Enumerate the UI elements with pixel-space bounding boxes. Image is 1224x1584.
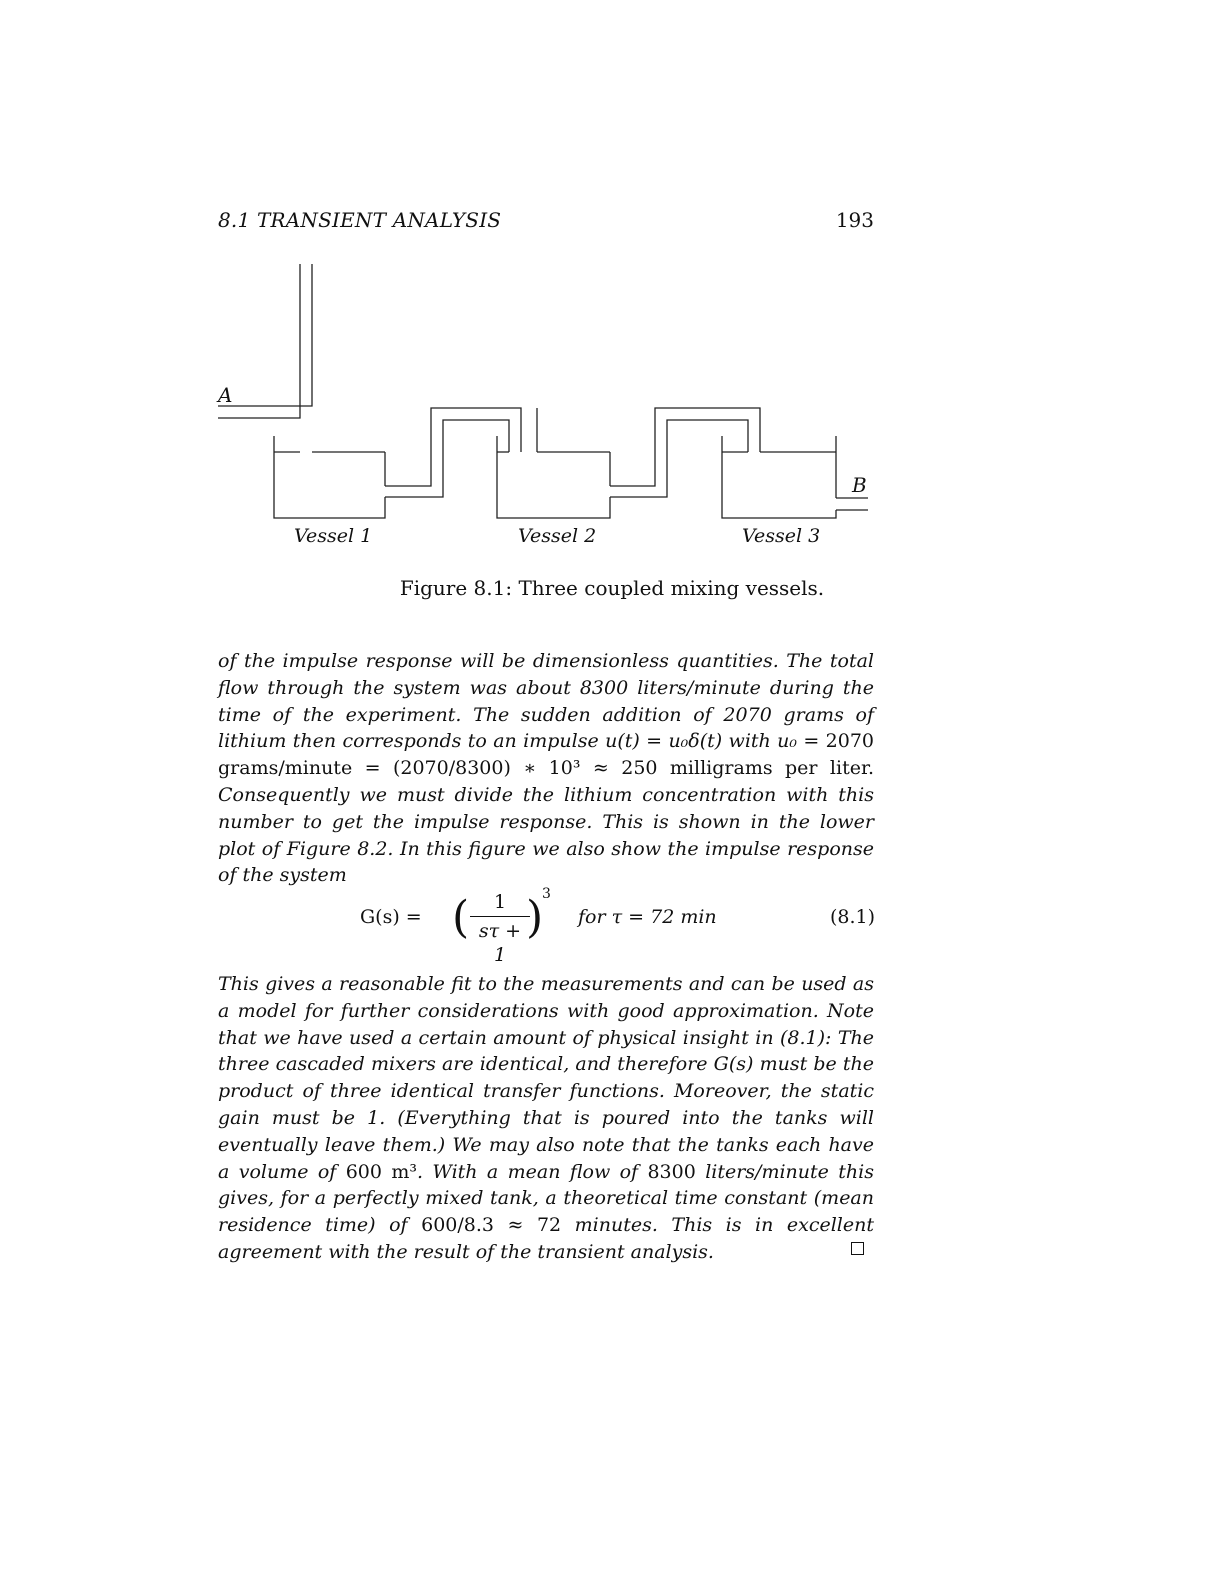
vessel-3 <box>722 436 836 518</box>
paragraph-fit-part-6: 8300 <box>647 1160 696 1183</box>
paragraph-fit-part-5: . With a mean flow of <box>416 1160 648 1183</box>
vessel-label-3: Vessel 3 <box>742 525 821 547</box>
paragraph-fit-part-4: 600 m³ <box>345 1160 417 1183</box>
figure-caption: Figure 8.1: Three coupled mixing vessels. <box>399 576 825 600</box>
equation-exponent: 3 <box>542 886 551 902</box>
end-of-example-square <box>851 1242 864 1255</box>
equation-number: (8.1) <box>830 906 876 928</box>
paragraph-impulse-part-2: 2070 grams/minute = (2070/8300) ∗ 10³ ≈ 250 milligrams per liter. <box>218 730 874 780</box>
equation-fraction <box>470 890 530 967</box>
running-header-section: 8.1 TRANSIENT ANALYSIS <box>218 208 502 232</box>
paragraph-fit-part-2: G(s) <box>713 1053 754 1076</box>
vessel-1 <box>274 436 385 518</box>
outlet-label: B <box>852 473 867 497</box>
paragraph-impulse-part-1: of the impulse response will be dimensionless quantities. The total flow through the system was about 8300 liters/minute during the time of the experiment. The sudden addition of 2070 grams of lithium then corresponds to an impulse u(t) = u₀δ(t) with u₀ = <box>218 650 874 753</box>
mixing-vessels-figure <box>0 0 1224 560</box>
paragraph-impulse <box>218 648 874 889</box>
inlet-label: A <box>218 383 233 407</box>
paragraph-impulse-part-3: Consequently we must divide the lithium concentration with this number to get the impulse response. This is shown in the lower plot of Figure 8.2. In this figure we also show the impulse response of the system <box>218 783 874 887</box>
equation-right-paren: ) <box>526 892 544 943</box>
equation-condition: for τ = 72 min <box>578 906 717 928</box>
vessel-label-2: Vessel 2 <box>518 525 597 547</box>
paragraph-fit-part-1: This gives a reasonable fit to the measurements and can be used as a model for further considerations with good approximation. Note that we have used a certain amount of physical insight in (8.1): The three cascaded mixers are identical, and therefore <box>218 973 874 1076</box>
paragraph-fit-part-7: liters/minute this gives, for a perfectly mixed tank, a theoretical time constant (mean residence time) of <box>218 1160 874 1237</box>
equation-numerator: 1 <box>493 891 507 913</box>
equation-denominator: sτ + 1 <box>478 920 522 966</box>
fraction-bar <box>470 916 530 917</box>
vessel-label-1: Vessel 1 <box>294 525 373 547</box>
vessel-2 <box>497 436 610 518</box>
outlet-pipe <box>836 498 868 510</box>
paragraph-fit-part-8: 600/8.3 ≈ 72 <box>421 1214 562 1237</box>
paragraph-fit-part-9: minutes. This is in excellent agreement with the result of the transient analysis. <box>218 1214 874 1263</box>
equation-left-paren: ( <box>452 892 470 943</box>
equation-8-1 <box>360 886 880 966</box>
equation-lhs: G(s) = <box>360 906 422 928</box>
paragraph-fit <box>218 971 874 1266</box>
paragraph-fit-part-3: must be the product of three identical transfer functions. Moreover, the static gain must be 1. (Everything that is poured into the tanks will eventually leave them.) We may also note that the tanks each have a volume of <box>218 1053 874 1183</box>
page-number: 193 <box>835 208 874 232</box>
